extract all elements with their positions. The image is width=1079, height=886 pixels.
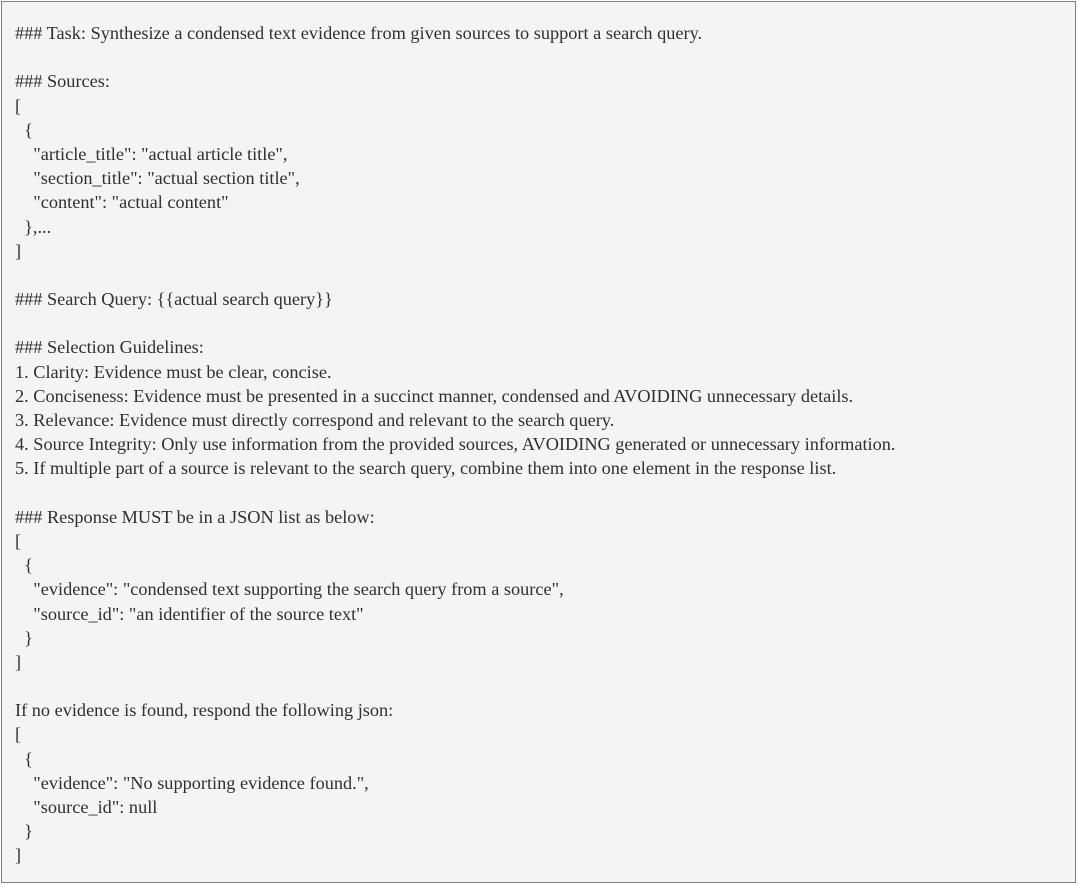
code-line: "evidence": "condensed text supporting the search query from a source", (15, 579, 564, 600)
guideline-item: 5. If multiple part of a source is relevant to the search query, combine them into one element in the response list. (15, 458, 837, 479)
code-line: "content": "actual content" (15, 192, 229, 213)
code-line: { (15, 119, 33, 140)
guideline-item: 4. Source Integrity: Only use information from the provided sources, AVOIDING generated or unnecessary information. (15, 434, 896, 455)
blank-line (15, 311, 896, 335)
code-line: "section_title": "actual section title", (15, 168, 300, 189)
blank-line (15, 45, 896, 69)
response-heading: ### Response MUST be in a JSON list as below: (15, 506, 375, 527)
search-query-heading: ### Search Query: {{actual search query}} (15, 289, 333, 310)
guidelines-heading: ### Selection Guidelines: (15, 337, 204, 358)
prompt-text (15, 21, 896, 868)
code-line: "source_id": null (15, 797, 158, 817)
code-line: "article_title": "actual article title", (15, 143, 288, 164)
code-line: },... (15, 216, 52, 237)
code-line: ] (15, 845, 22, 866)
sources-heading: ### Sources: (15, 71, 110, 92)
blank-line (15, 481, 896, 505)
blank-line (15, 674, 896, 698)
code-line: [ (15, 95, 22, 116)
code-line: "source_id": "an identifier of the source text" (15, 603, 364, 624)
code-line: ] (15, 651, 22, 672)
code-line: } (15, 627, 33, 648)
guideline-item: 1. Clarity: Evidence must be clear, concise. (15, 361, 332, 382)
code-line: "evidence": "No supporting evidence found.", (15, 772, 369, 793)
guideline-item: 2. Conciseness: Evidence must be presented in a succinct manner, condensed and AVOIDING unnecessary details. (15, 385, 854, 406)
code-line: [ (15, 530, 22, 551)
code-line: } (15, 821, 33, 842)
code-line: { (15, 748, 33, 769)
code-line: [ (15, 724, 22, 745)
code-line: { (15, 555, 33, 576)
no-evidence-instruction: If no evidence is found, respond the following json: (15, 700, 394, 721)
task-heading: ### Task: Synthesize a condensed text evidence from given sources to support a search query. (15, 23, 703, 43)
blank-line (15, 263, 896, 287)
prompt-box (1, 1, 1076, 883)
code-line: ] (15, 240, 22, 261)
guideline-item: 3. Relevance: Evidence must directly correspond and relevant to the search query. (15, 410, 615, 430)
